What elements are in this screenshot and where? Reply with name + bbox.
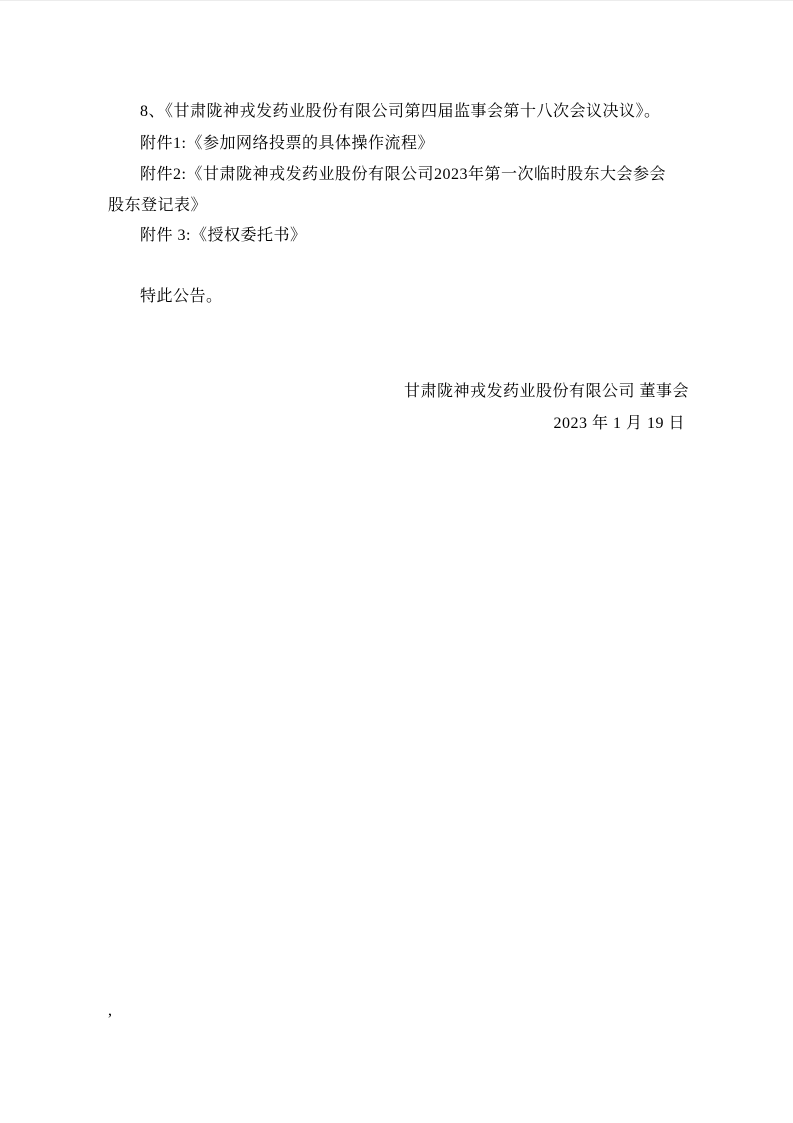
signature-company: 甘肃陇神戎发药业股份有限公司 董事会 (403, 383, 689, 400)
paragraph-list-item-8: 8、《甘肃陇神戎发药业股份有限公司第四届监事会第十八次会议决议》。 (140, 103, 661, 120)
closing-statement: 特此公告。 (140, 288, 223, 305)
paragraph-attachment-2-line-1: 附件2:《甘肃陇神戎发药业股份有限公司2023年第一次临时股东大会参会 (140, 166, 666, 183)
paragraph-attachment-1: 附件1:《参加网络投票的具体操作流程》 (140, 135, 434, 152)
signature-date: 2023 年 1 月 19 日 (553, 415, 685, 432)
paragraph-attachment-3: 附件 3:《授权委托书》 (140, 227, 307, 244)
paragraph-attachment-2-line-2: 股东登记表》 (108, 197, 208, 214)
stray-comma-mark: , (108, 1002, 113, 1019)
